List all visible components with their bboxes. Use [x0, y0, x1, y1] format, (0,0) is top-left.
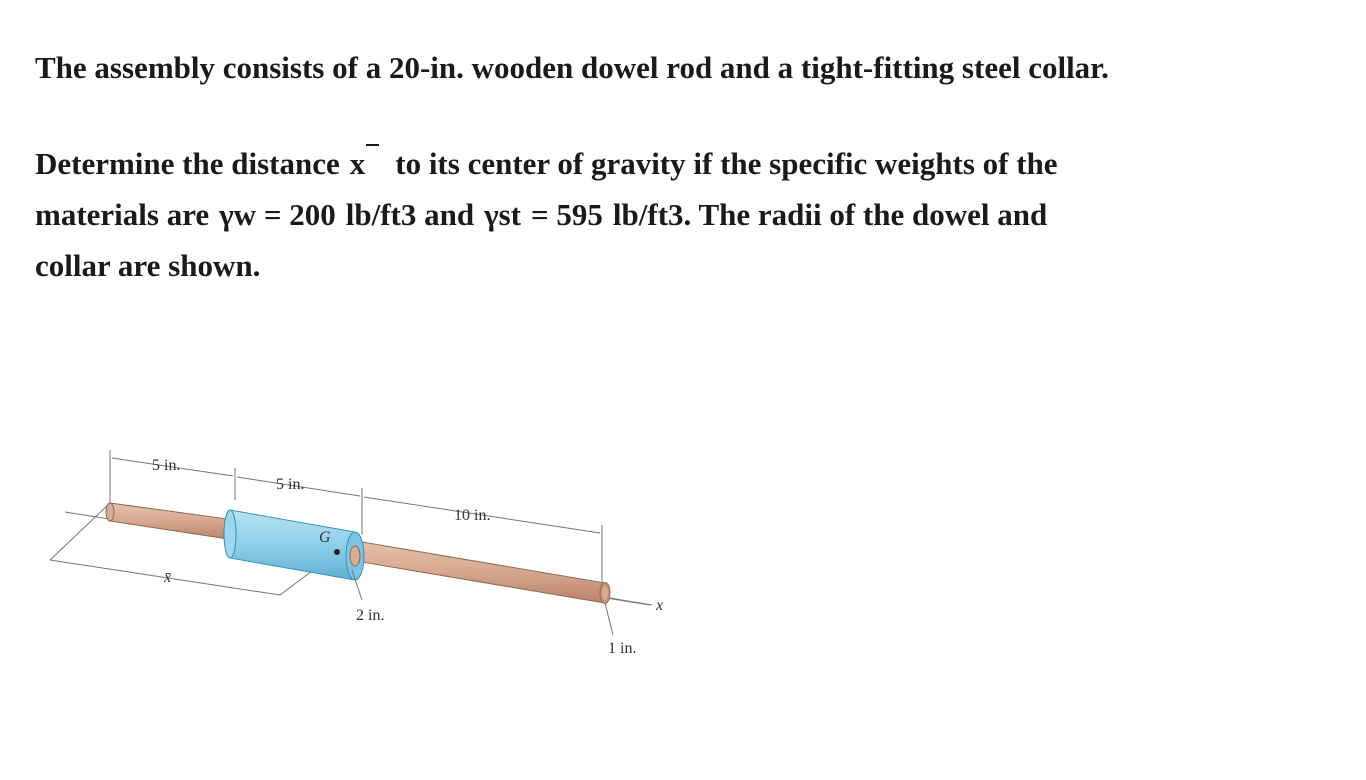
- gamma-steel-symbol: γst: [484, 197, 521, 232]
- dim-label-right: 10 in.: [454, 507, 491, 524]
- steel-collar: [224, 510, 364, 580]
- gamma-wood-symbol: γw: [219, 197, 257, 232]
- radius-collar-label: 2 in.: [356, 607, 385, 624]
- dowel-rod-right: [350, 540, 610, 604]
- gamma-steel-unit: lb/ft3. The radii of the dowel and: [612, 197, 1048, 232]
- center-of-gravity-point: [334, 549, 340, 555]
- x-bar-symbol: x: [350, 138, 366, 189]
- dowel-collar-figure: [40, 440, 680, 670]
- radius-dowel-leader: [605, 603, 613, 635]
- ext-line-left: [50, 503, 110, 560]
- dowel-rod-left: [106, 503, 235, 540]
- axis-x-label: x: [656, 597, 664, 614]
- statement-text-c: materials are: [35, 197, 210, 232]
- figure-svg: [40, 440, 680, 670]
- dim-label-mid: 5 in.: [276, 476, 305, 493]
- statement-text-b: to its center of gravity if the specific weights of the: [395, 146, 1058, 181]
- dim-label-left: 5 in.: [152, 457, 181, 474]
- axis-x-extension: [610, 598, 652, 605]
- gamma-wood-unit: lb/ft3 and: [345, 197, 475, 232]
- problem-statement: [35, 138, 1058, 291]
- statement-text-a: Determine the distance: [35, 146, 340, 181]
- gamma-wood-value: = 200: [263, 197, 336, 232]
- g-label: G: [319, 529, 331, 546]
- problem-intro: The assembly consists of a 20-in. wooden dowel rod and a tight-fitting steel collar.: [35, 50, 1109, 85]
- xbar-label: x̄: [164, 569, 172, 586]
- statement-text-d: collar are shown.: [35, 248, 261, 283]
- gamma-steel-value: = 595: [530, 197, 603, 232]
- radius-dowel-label: 1 in.: [608, 640, 637, 657]
